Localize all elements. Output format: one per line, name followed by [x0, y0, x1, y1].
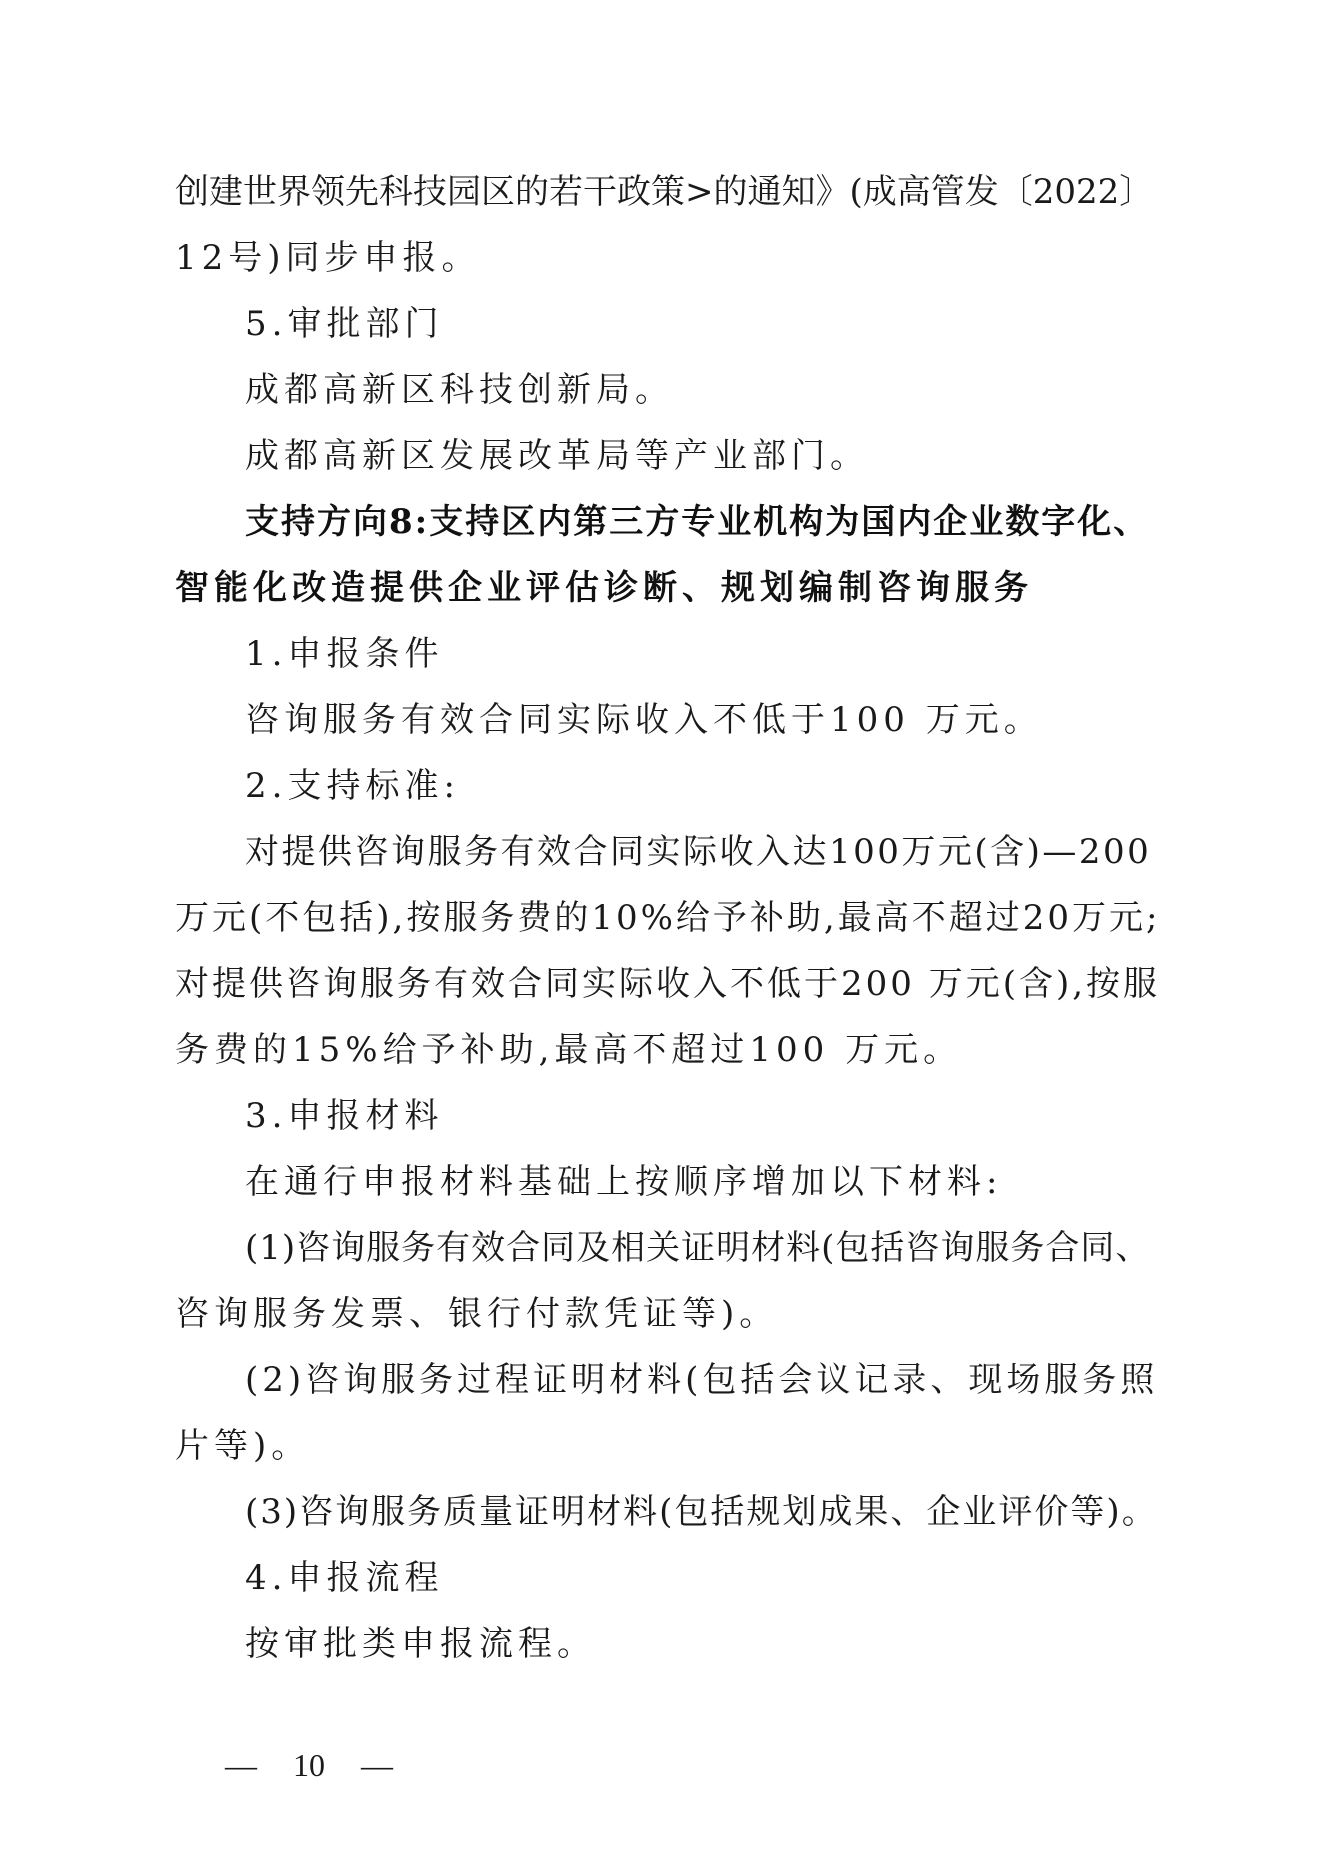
text-line: 成都高新区科技创新局。 — [245, 370, 674, 410]
text-line: 成都高新区发展改革局等产业部门。 — [245, 436, 869, 476]
text-line: 对提供咨询服务有效合同实际收入不低于200 万元(含),按服 — [175, 964, 1161, 1004]
section-heading: 4.申报流程 — [245, 1558, 444, 1598]
text-line: 片等)。 — [175, 1426, 311, 1466]
text-line: 在通行申报材料基础上按顺序增加以下材料: — [245, 1162, 1003, 1202]
text-line: 咨询服务发票、银行付款凭证等)。 — [175, 1294, 779, 1334]
text-line: 创建世界领先科技园区的若干政策>的通知》(成高管发〔2022〕 — [175, 172, 1154, 212]
list-item: (2)咨询服务过程证明材料(包括会议记录、现场服务照 — [245, 1360, 1159, 1400]
footer-dash-left: — — [225, 1747, 257, 1783]
text-line: 按审批类申报流程。 — [245, 1624, 596, 1664]
list-item: (1)咨询服务有效合同及相关证明材料(包括咨询服务合同、 — [245, 1228, 1151, 1268]
page-number: 10 — [293, 1747, 325, 1783]
support-direction-heading: 支持方向8:支持区内第三方专业机构为国内企业数字化、 — [245, 502, 1150, 542]
section-heading: 2.支持标准: — [245, 766, 460, 806]
text-line: 12号)同步申报。 — [175, 238, 481, 278]
section-heading: 1.申报条件 — [245, 634, 444, 674]
text-line: 万元(不包括),按服务费的10%给予补助,最高不超过20万元; — [175, 898, 1161, 938]
text-line: 咨询服务有效合同实际收入不低于100 万元。 — [245, 700, 1043, 740]
text-line: 务费的15%给予补助,最高不超过100 万元。 — [175, 1030, 963, 1070]
list-item: (3)咨询服务质量证明材料(包括规划成果、企业评价等)。 — [245, 1492, 1158, 1532]
page-footer — [225, 1745, 393, 1785]
section-heading: 3.申报材料 — [245, 1096, 444, 1136]
footer-dash-right: — — [361, 1747, 393, 1783]
text-line: 对提供咨询服务有效合同实际收入达100万元(含)—200 — [245, 832, 1152, 872]
section-heading: 5.审批部门 — [245, 304, 444, 344]
support-direction-heading: 智能化改造提供企业评估诊断、规划编制咨询服务 — [175, 568, 1033, 608]
